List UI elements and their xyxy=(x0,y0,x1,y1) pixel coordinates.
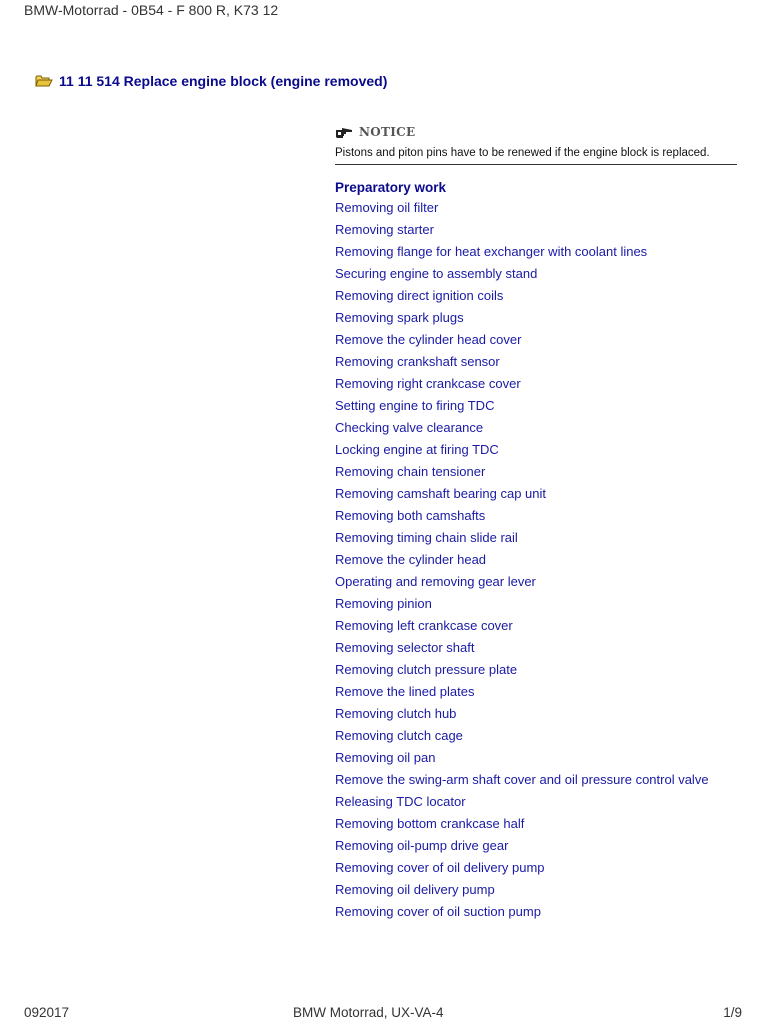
step-link[interactable]: Removing flange for heat exchanger with coolant lines xyxy=(335,244,648,259)
document-title: 11 11 514 Replace engine block (engine removed) xyxy=(59,73,388,89)
step-link[interactable]: Remove the lined plates xyxy=(335,684,475,699)
step-link[interactable]: Removing bottom crankcase half xyxy=(335,816,525,831)
pointing-hand-icon xyxy=(335,126,355,138)
step-link[interactable]: Removing starter xyxy=(335,222,434,237)
step-link[interactable]: Removing right crankcase cover xyxy=(335,376,521,391)
step-link[interactable]: Removing direct ignition coils xyxy=(335,288,504,303)
footer-publisher: BMW Motorrad, UX-VA-4 xyxy=(293,1005,444,1020)
footer-page-number: 1/9 xyxy=(723,1005,742,1020)
document-title-row xyxy=(35,73,387,89)
notice-header xyxy=(335,124,737,140)
notice-text: Pistons and piton pins have to be renewed if the engine block is replaced. xyxy=(335,147,737,165)
step-link[interactable]: Remove the cylinder head cover xyxy=(335,332,522,347)
step-link[interactable]: Removing clutch cage xyxy=(335,728,463,743)
step-link[interactable]: Remove the cylinder head xyxy=(335,552,487,567)
folder-open-icon xyxy=(35,74,53,88)
document-content xyxy=(335,124,737,926)
section-title-preparatory-work: Preparatory work xyxy=(335,180,447,195)
step-link[interactable]: Remove the swing-arm shaft cover and oil pressure control valve xyxy=(335,772,709,787)
notice-label: NOTICE xyxy=(359,125,416,139)
step-link[interactable]: Removing oil filter xyxy=(335,200,439,215)
step-link[interactable]: Removing cover of oil suction pump xyxy=(335,904,541,919)
page-footer xyxy=(0,1005,768,1023)
step-link[interactable]: Removing timing chain slide rail xyxy=(335,530,518,545)
notice-box xyxy=(335,124,737,165)
step-link[interactable]: Operating and removing gear lever xyxy=(335,574,536,589)
step-link[interactable]: Removing pinion xyxy=(335,596,432,611)
step-link[interactable]: Releasing TDC locator xyxy=(335,794,466,809)
step-link[interactable]: Locking engine at firing TDC xyxy=(335,442,499,457)
step-link[interactable]: Securing engine to assembly stand xyxy=(335,266,538,281)
step-link[interactable]: Removing oil delivery pump xyxy=(335,882,495,897)
step-link[interactable]: Removing cover of oil delivery pump xyxy=(335,860,545,875)
step-link[interactable]: Removing chain tensioner xyxy=(335,464,486,479)
page-header: BMW-Motorrad - 0B54 - F 800 R, K73 12 xyxy=(24,2,279,18)
step-link[interactable]: Removing crankshaft sensor xyxy=(335,354,500,369)
step-link[interactable]: Removing left crankcase cover xyxy=(335,618,513,633)
footer-date-code: 092017 xyxy=(24,1005,70,1020)
step-link[interactable]: Checking valve clearance xyxy=(335,420,484,435)
step-link[interactable]: Removing oil-pump drive gear xyxy=(335,838,509,853)
step-link[interactable]: Removing both camshafts xyxy=(335,508,486,523)
step-link[interactable]: Removing clutch hub xyxy=(335,706,457,721)
step-link[interactable]: Removing spark plugs xyxy=(335,310,464,325)
step-link[interactable]: Removing oil pan xyxy=(335,750,436,765)
preparatory-steps-list xyxy=(335,200,737,919)
step-link[interactable]: Removing camshaft bearing cap unit xyxy=(335,486,547,501)
step-link[interactable]: Removing clutch pressure plate xyxy=(335,662,518,677)
step-link[interactable]: Removing selector shaft xyxy=(335,640,475,655)
step-link[interactable]: Setting engine to firing TDC xyxy=(335,398,495,413)
